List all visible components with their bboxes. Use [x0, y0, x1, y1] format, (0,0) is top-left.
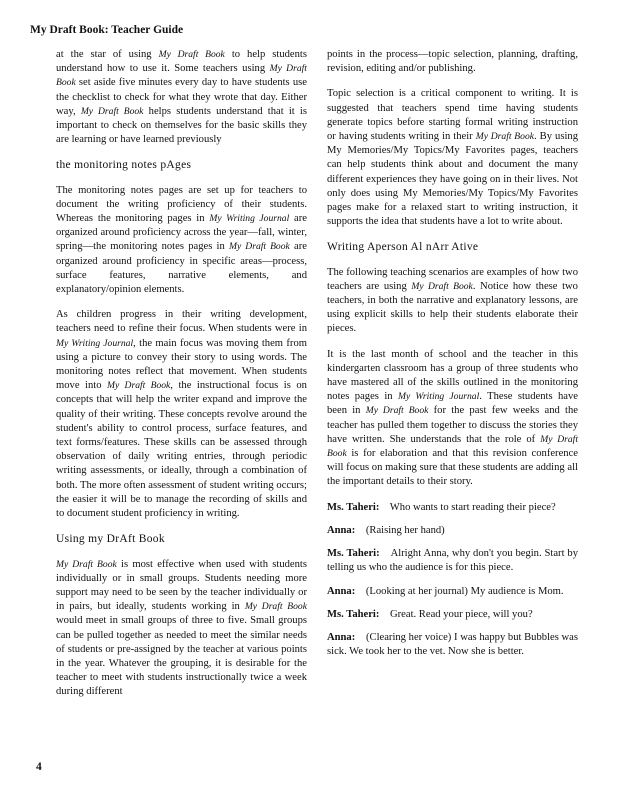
dialogue-line: Anna: (Looking at her journal) My audience is Mom. — [327, 585, 564, 597]
left-column — [56, 48, 307, 711]
speaker: Anna: — [327, 524, 356, 536]
dialogue-line: Ms. Taheri: Great. Read your piece, will you? — [327, 608, 533, 620]
section-heading: Using my DrAft Book — [56, 533, 165, 546]
paragraph: Topic selection is a critical component to writing. It is suggested that teachers spend time having students generate topics before starting formal writing instruction or having students writing in their My Draft Book. By using My Memories/My Topics/My Favorites pages, teachers can help students think about and document the many different experiences they have going on in their lives. Not only does using My Memories/My Topics/My Favorites pages make for a relaxed start to writing instruction, it supports the idea that students have a lot to write about. — [327, 88, 578, 228]
paragraph: The following teaching scenarios are examples of how two teachers are using My Draft Book. Notice how these two teachers, in both the narrative and explanatory lessons, are using explicit skills to help their students elaborate their pieces. — [327, 266, 578, 335]
running-header: My Draft Book: Teacher Guide — [30, 24, 184, 36]
speaker: Ms. Taheri: — [327, 548, 380, 560]
speaker: Ms. Taheri: — [327, 608, 380, 620]
section-heading: Writing Aperson Al nArr Ative — [327, 241, 479, 254]
dialogue — [327, 501, 578, 660]
dialogue-line: Ms. Taheri: Alright Anna, why don't you begin. Start by telling us who the audience is for this piece. — [327, 548, 578, 574]
paragraph: points in the process—topic selection, planning, drafting, revision, editing and/or publishing. — [327, 49, 578, 75]
speaker: Anna: — [327, 585, 356, 597]
speaker: Ms. Taheri: — [327, 501, 380, 513]
right-column — [327, 48, 578, 668]
paragraph: at the star of using My Draft Book to help students understand how to use it. Some teachers using My Draft Book set aside five minutes every day to have students use the checklist to check for what they wrote that day. Either way, My Draft Book helps students understand that it is important to check on themselves for the basic skills they are learning or have learned previously — [56, 49, 307, 146]
dialogue-line: Anna: (Clearing her voice) I was happy but Bubbles was sick. We took her to the vet. Now she is better. — [327, 631, 578, 658]
dialogue-line: Ms. Taheri: Who wants to start reading their piece? — [327, 501, 556, 513]
paragraph: As children progress in their writing development, teachers need to refine their focus. When students were in My Writing Journal, the main focus was moving them from using a picture to convey their story to using words. The monitoring notes reflect that movement. When students move into My Draft Book, the instructional focus is on concepts that will help the writer expand and improve the quality of their writing. These concepts revolve around the student's ability to control process, surface features, and text forms/features. These skills can be assessed through observation of daily writing entries, through periodic writing assessments, or ideally, through a combination of both. The more often assessment of student writing occurs; the easier it will be to manage the recording of skills and to document student proficiency in writing. — [56, 309, 307, 520]
dialogue-line: Anna: (Raising her hand) — [327, 524, 445, 536]
page-number: 4 — [36, 761, 42, 773]
section-heading: the monitoring notes pAges — [56, 159, 192, 172]
speaker: Anna: — [327, 631, 356, 643]
paragraph: It is the last month of school and the teacher in this kindergarten classroom has a group of three students who have mastered all of the skills outlined in the monitoring notes pages in My Writing Journal. These students have been in My Draft Book for the past few weeks and the teacher has pulled them together to discuss the stories they have written. She understands that the role of My Draft Book is for elaboration and that this revision conference will focus on making sure that these students are adding all the important details to their story. — [327, 348, 578, 488]
paragraph: My Draft Book is most effective when used with students individually or in small groups. Students needing more support may need to be seen by the teacher individually or in pairs, but ideally, students working in My Draft Book would meet in small groups of three to five. Small groups can be pulled together as needed to meet the similar needs of students or pre-assigned by the teacher at various points in the year. Whatever the grouping, it is desirable for the teacher to meet with students instructionally twice a week during different — [56, 558, 307, 698]
paragraph: The monitoring notes pages are set up for teachers to document the writing proficiency of their students. Whereas the monitoring pages in My Writing Journal are organized around proficiency across the year—fall, winter, spring—the monitoring notes pages in My Draft Book are organized around proficiency in specific areas—process, surface features, narrative elements, and explanatory/opinion elements. — [56, 184, 307, 296]
